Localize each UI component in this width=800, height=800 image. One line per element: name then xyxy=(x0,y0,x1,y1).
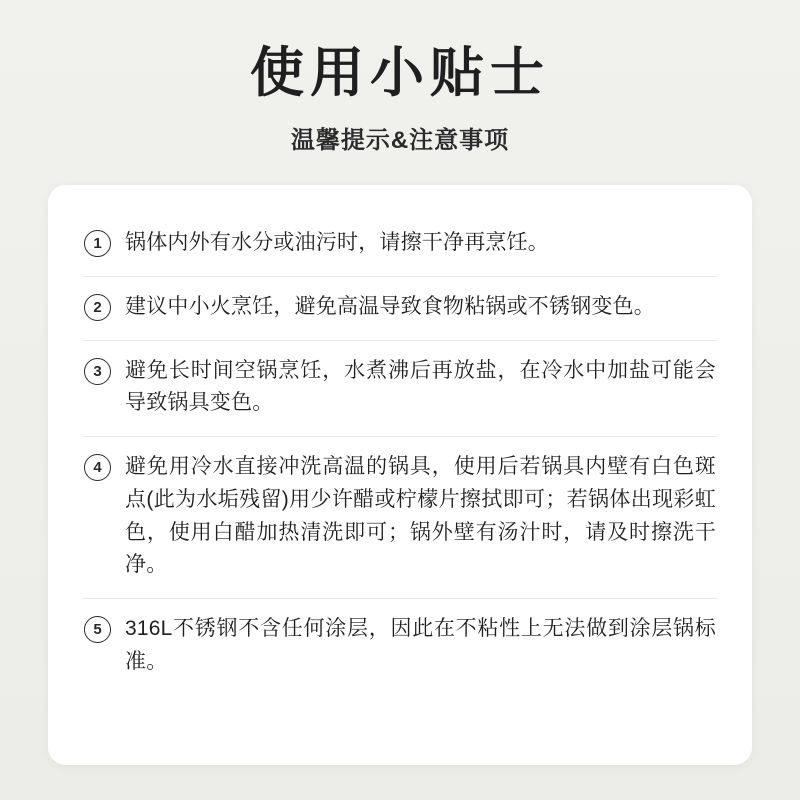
tips-list xyxy=(82,213,718,695)
list-item xyxy=(82,277,718,341)
tip-number-badge: 2 xyxy=(84,294,111,321)
list-item xyxy=(82,213,718,277)
tip-number-badge: 4 xyxy=(84,454,111,481)
tip-text: 避免用冷水直接冲洗高温的锅具，使用后若锅具内壁有白色斑点(此为水垢残留)用少许醋或柠檬片擦拭即可；若锅体出现彩虹色，使用白醋加热清洗即可；锅外壁有汤汁时，请及时擦洗干净。 xyxy=(125,455,716,577)
tip-text: 锅体内外有水分或油污时，请擦干净再烹饪。 xyxy=(125,231,549,255)
list-item xyxy=(82,341,718,438)
page-subtitle: 温馨提示&注意事项 xyxy=(290,127,510,155)
tip-number-badge: 5 xyxy=(84,616,111,643)
page-title: 使用小贴士 xyxy=(250,43,550,103)
tip-text: 建议中小火烹饪，避免高温导致食物粘锅或不锈钢变色。 xyxy=(125,294,655,318)
tip-number-badge: 1 xyxy=(84,230,111,257)
tips-card xyxy=(48,185,752,765)
page-header xyxy=(0,0,800,155)
tip-text: 316L不锈钢不含任何涂层，因此在不粘性上无法做到涂层锅标准。 xyxy=(125,617,716,673)
tip-text: 避免长时间空锅烹饪，水煮沸后再放盐，在冷水中加盐可能会导致锅具变色。 xyxy=(125,358,716,415)
list-item xyxy=(82,599,718,695)
list-item xyxy=(82,437,718,599)
tip-number-badge: 3 xyxy=(84,358,111,385)
